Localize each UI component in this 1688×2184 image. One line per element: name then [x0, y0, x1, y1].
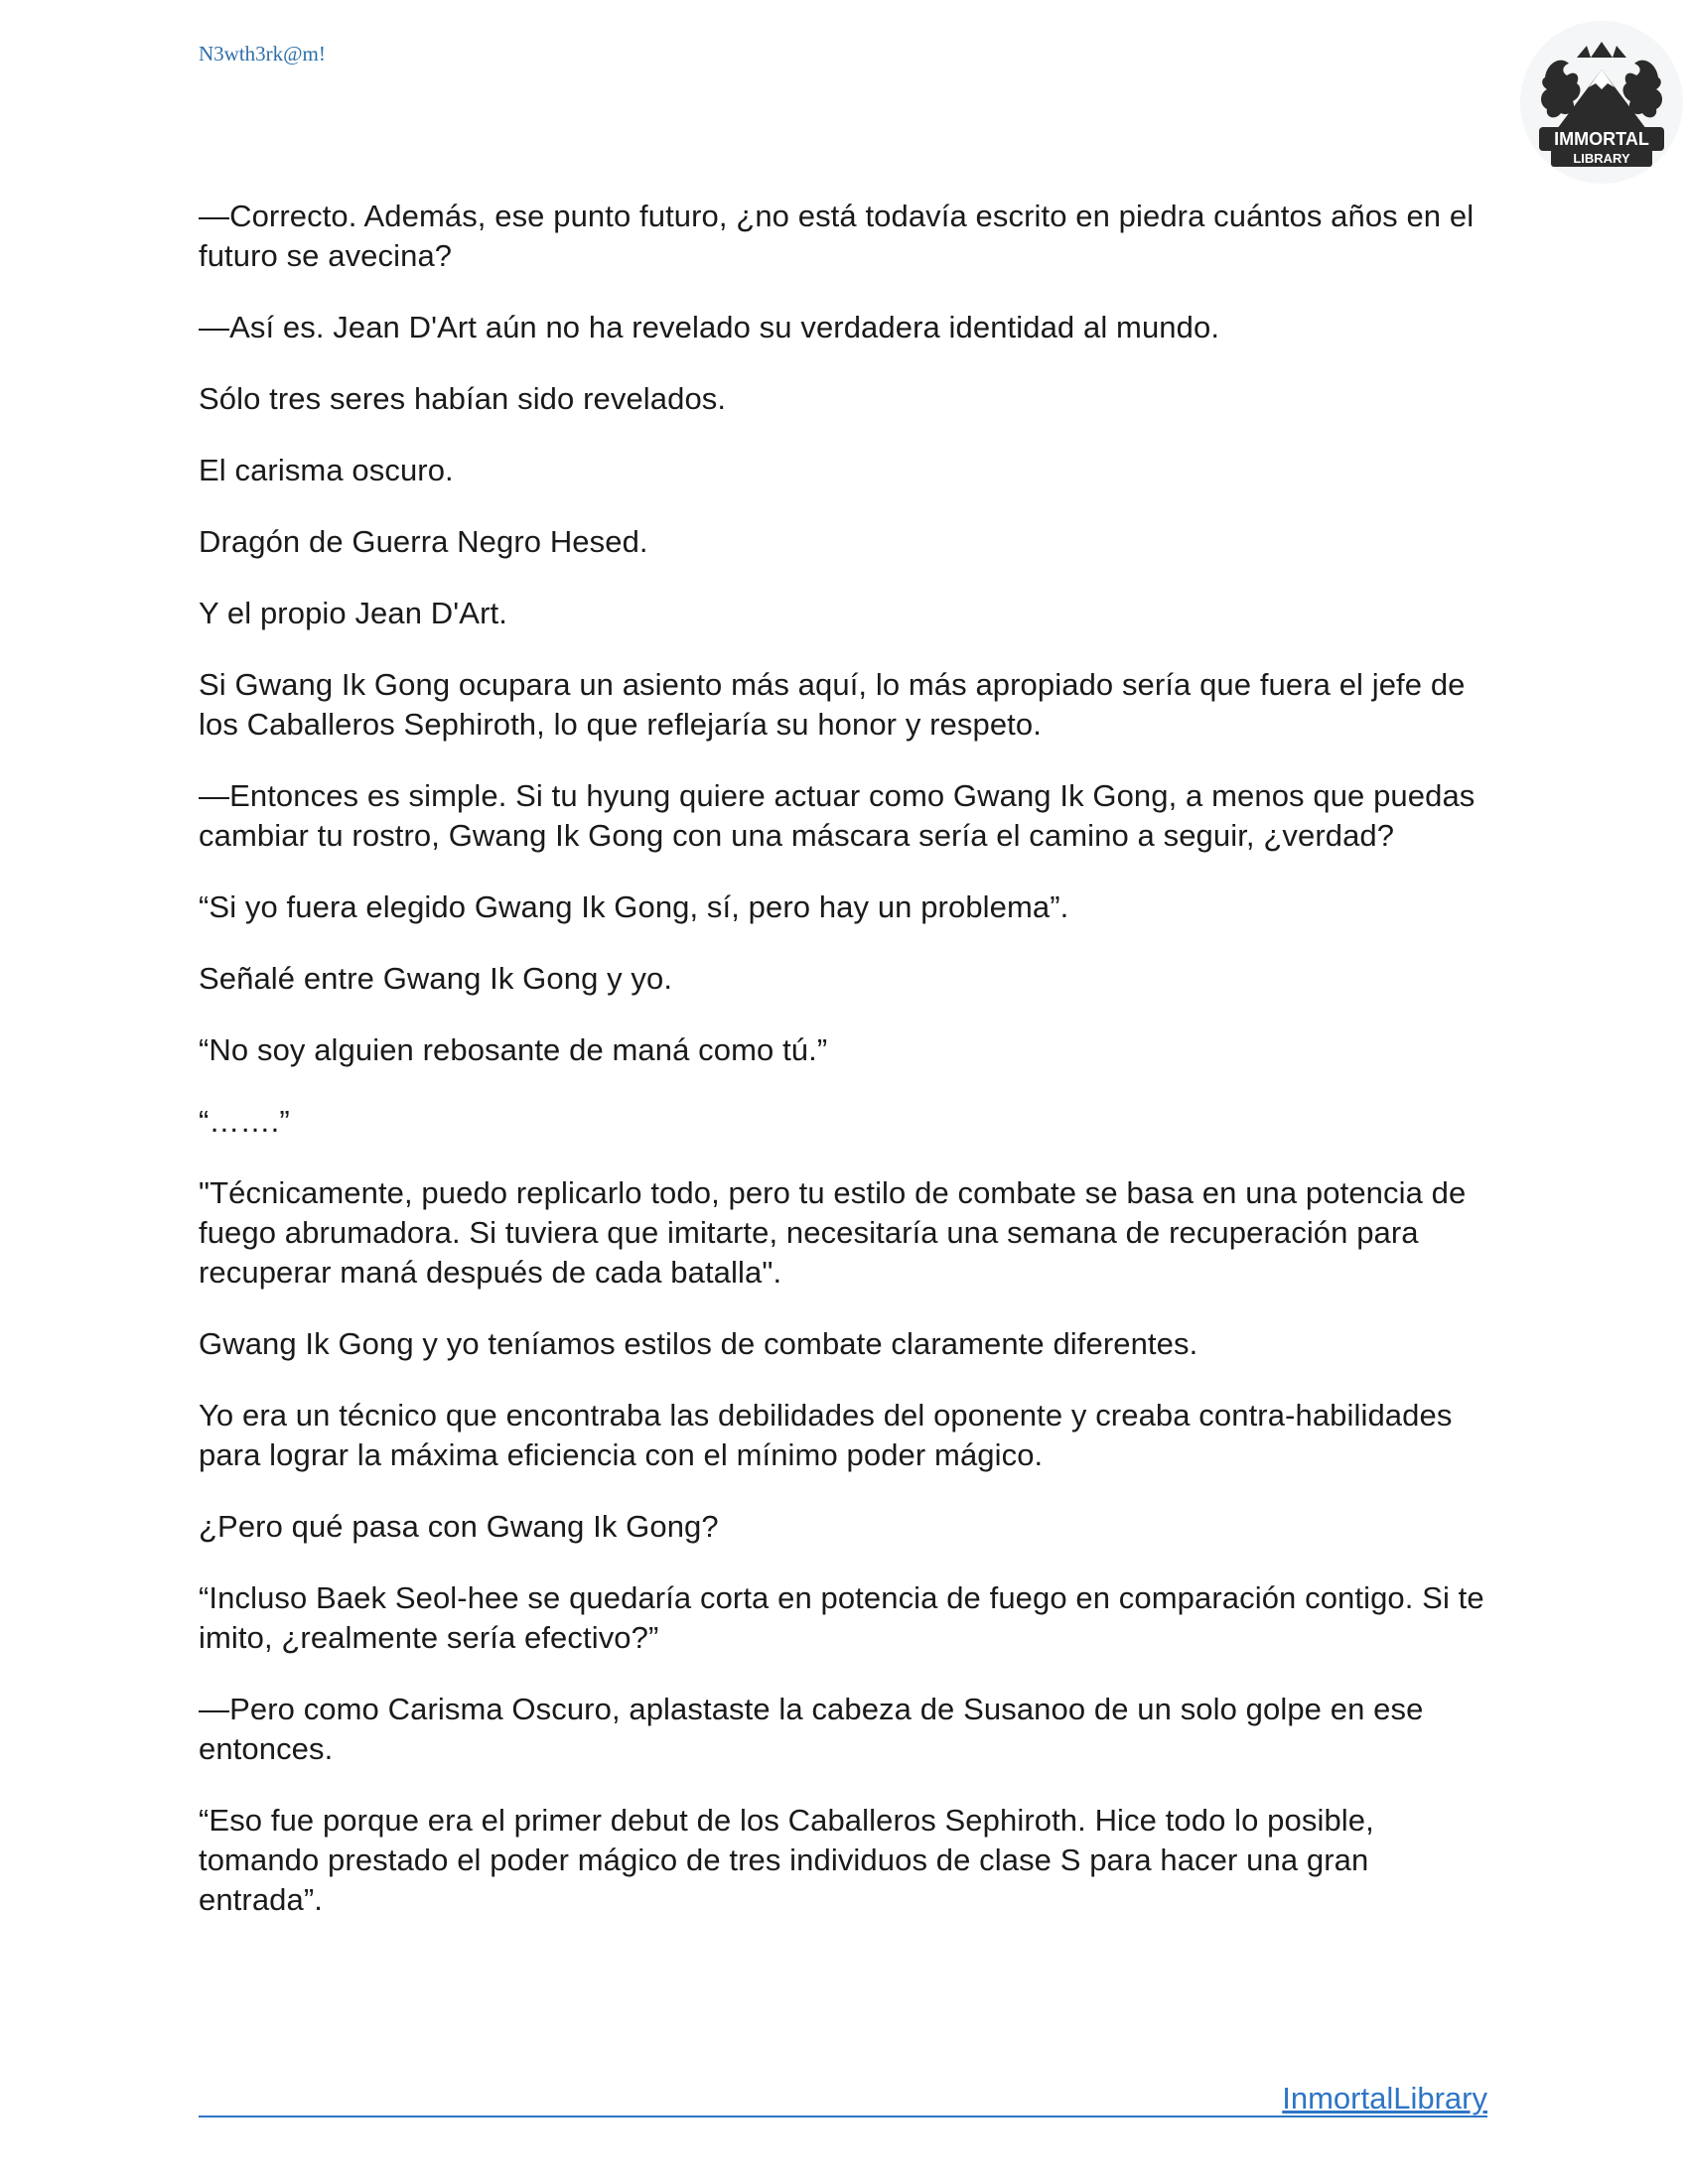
paragraph: Gwang Ik Gong y yo teníamos estilos de combate claramente diferentes.	[199, 1326, 1198, 1361]
paragraph: “Incluso Baek Seol-hee se quedaría corta en potencia de fuego en comparación contigo. Si te imito, ¿realmente sería efectivo?”	[199, 1580, 1484, 1655]
paragraph: El carisma oscuro.	[199, 453, 454, 487]
paragraph: “…….”	[199, 1104, 290, 1139]
paragraph: "Técnicamente, puedo replicarlo todo, pero tu estilo de combate se basa en una potencia de fuego abrumadora. Si tuviera que imitarte, necesitaría una semana de recuperación para recuperar maná después de cada batalla".	[199, 1175, 1467, 1290]
paragraph: —Correcto. Además, ese punto futuro, ¿no está todavía escrito en piedra cuántos años en el futuro se avecina?	[199, 199, 1475, 273]
paragraph: —Pero como Carisma Oscuro, aplastaste la cabeza de Susanoo de un solo golpe en ese entonces.	[199, 1692, 1424, 1766]
paragraph: ¿Pero qué pasa con Gwang Ik Gong?	[199, 1509, 719, 1544]
paragraph: Sólo tres seres habían sido revelados.	[199, 381, 727, 416]
immortal-library-logo-icon	[1517, 18, 1686, 187]
story-body	[199, 197, 1489, 1952]
paragraph: Y el propio Jean D'Art.	[199, 596, 507, 630]
logo-text-line2: LIBRARY	[1573, 151, 1630, 166]
paragraph: “Eso fue porque era el primer debut de los Caballeros Sephiroth. Hice todo lo posible, tomando prestado el poder mágico de tres individuos de clase S para hacer una gran entrada”.	[199, 1803, 1374, 1917]
footer-library-link[interactable]: InmortalLibrary	[1282, 2081, 1487, 2116]
logo-text-line1: IMMORTAL	[1554, 129, 1649, 149]
paragraph: Si Gwang Ik Gong ocupara un asiento más aquí, lo más apropiado sería que fuera el jefe de los Caballeros Sephiroth, lo que reflejaría su honor y respeto.	[199, 667, 1466, 742]
paragraph: Dragón de Guerra Negro Hesed.	[199, 524, 648, 559]
paragraph: “Si yo fuera elegido Gwang Ik Gong, sí, pero hay un problema”.	[199, 889, 1069, 924]
paragraph: Señalé entre Gwang Ik Gong y yo.	[199, 961, 673, 996]
paragraph: —Así es. Jean D'Art aún no ha revelado su verdadera identidad al mundo.	[199, 310, 1220, 344]
header-watermark: N3wth3rk@m!	[199, 42, 326, 66]
paragraph: Yo era un técnico que encontraba las debilidades del oponente y creaba contra-habilidades para lograr la máxima eficiencia con el mínimo poder mágico.	[199, 1398, 1453, 1472]
paragraph: —Entonces es simple. Si tu hyung quiere actuar como Gwang Ik Gong, a menos que puedas cambiar tu rostro, Gwang Ik Gong con una máscara sería el camino a seguir, ¿verdad?	[199, 778, 1476, 853]
paragraph: “No soy alguien rebosante de maná como tú.”	[199, 1032, 828, 1067]
